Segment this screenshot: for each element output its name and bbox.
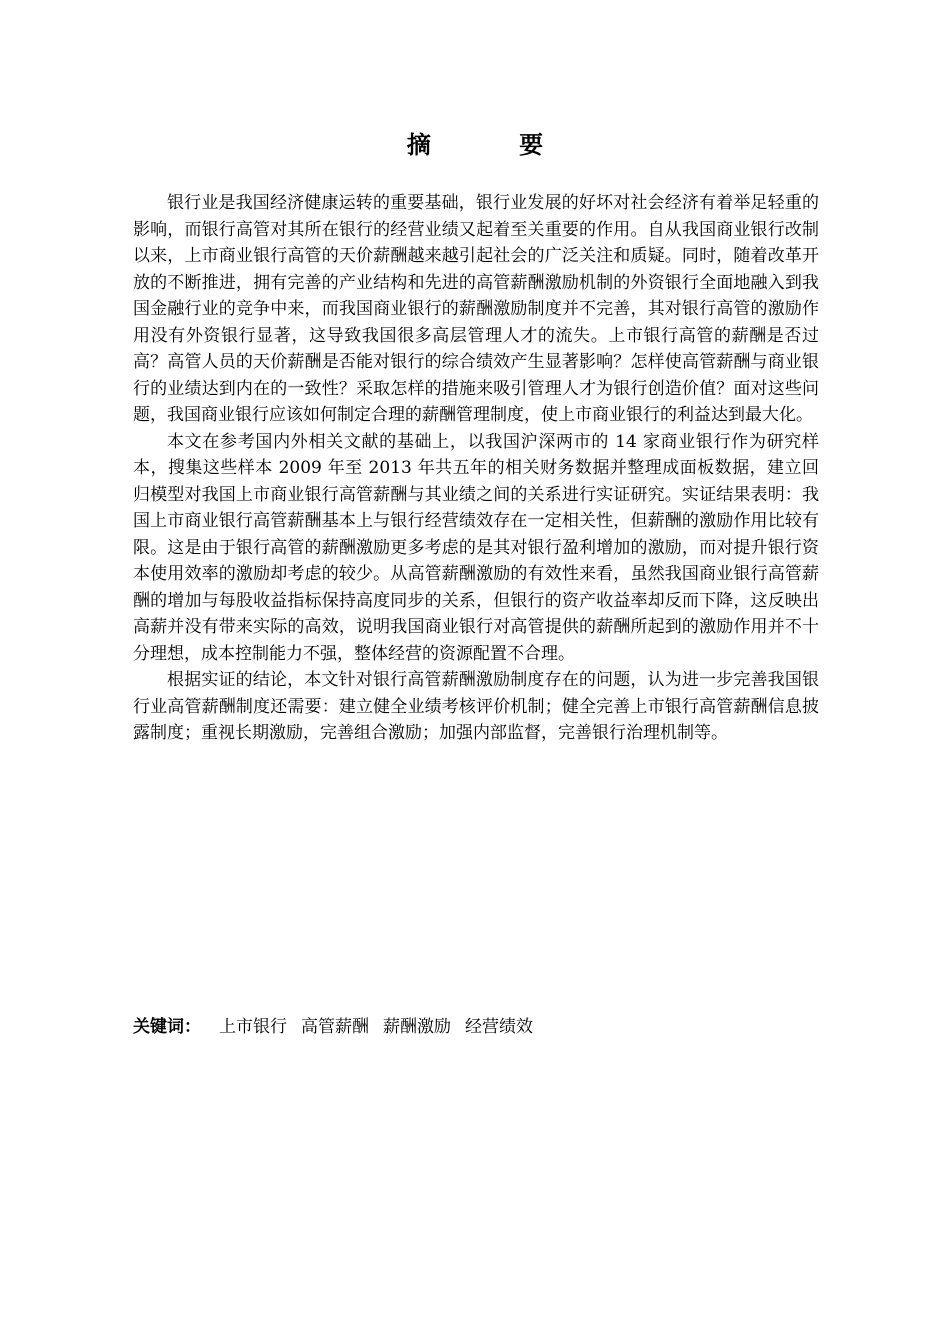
keywords-label: 关键词： — [133, 1017, 201, 1037]
keyword-item: 薪酬激励 — [383, 1017, 451, 1037]
keyword-item: 上市银行 — [219, 1017, 287, 1037]
keyword-item: 经营绩效 — [465, 1017, 533, 1037]
keywords-line — [133, 1013, 819, 1041]
abstract-paragraph-2: 本文在参考国内外相关文献的基础上，以我国沪深两市的 14 家商业银行作为研究样本，搜集这些样本 2009 年至 2013 年共五年的相关财务数据并整理成面板数据，建立回归模型对我国上市商业银行高管薪酬与其业绩之间的关系进行实证研究。实证结果表明：我国上市商业银行高管薪酬基本上与银行经营绩效存在一定相关性，但薪酬的激励作用比较有限。这是由于银行高管的薪酬激励更多考虑的是其对银行盈利增加的激励，而对提升银行资本使用效率的激励却考虑的较少。从高管薪酬激励的有效性来看，虽然我国商业银行高管薪酬的增加与每股收益指标保持高度同步的关系，但银行的资产收益率却反而下降，这反映出高薪并没有带来实际的高效，说明我国商业银行对高管提供的薪酬所起到的激励作用并不十分理想，成本控制能力不强，整体经营的资源配置不合理。 — [133, 431, 819, 664]
abstract-paragraph-3: 根据实证的结论，本文针对银行高管薪酬激励制度存在的问题，认为进一步完善我国银行业高管薪酬制度还需要：建立健全业绩考核评价机制；健全完善上市银行高管薪酬信息披露制度；重视长期激励，完善组合激励；加强内部监督，完善银行治理机制等。 — [133, 670, 819, 743]
keyword-item: 高管薪酬 — [301, 1017, 369, 1037]
abstract-body — [133, 190, 819, 747]
abstract-paragraph-1: 银行业是我国经济健康运转的重要基础，银行业发展的好坏对社会经济有着举足轻重的影响，而银行高管对其所在银行的经营业绩又起着至关重要的作用。自从我国商业银行改制以来，上市商业银行高管的天价薪酬越来越引起社会的广泛关注和质疑。同时，随着改革开放的不断推进，拥有完善的产业结构和先进的高管薪酬激励机制的外资银行全面地融入到我国金融行业的竞争中来，而我国商业银行的薪酬激励制度并不完善，其对银行高管的激励作用没有外资银行显著，这导致我国很多高层管理人才的流失。上市银行高管的薪酬是否过高？高管人员的天价薪酬是否能对银行的综合绩效产生显著影响？怎样使高管薪酬与商业银行的业绩达到内在的一致性？采取怎样的措施来吸引管理人才为银行创造价值？面对这些问题，我国商业银行应该如何制定合理的薪酬管理制度，使上市商业银行的利益达到最大化。 — [133, 193, 819, 425]
abstract-title: 摘 要 — [406, 131, 584, 159]
